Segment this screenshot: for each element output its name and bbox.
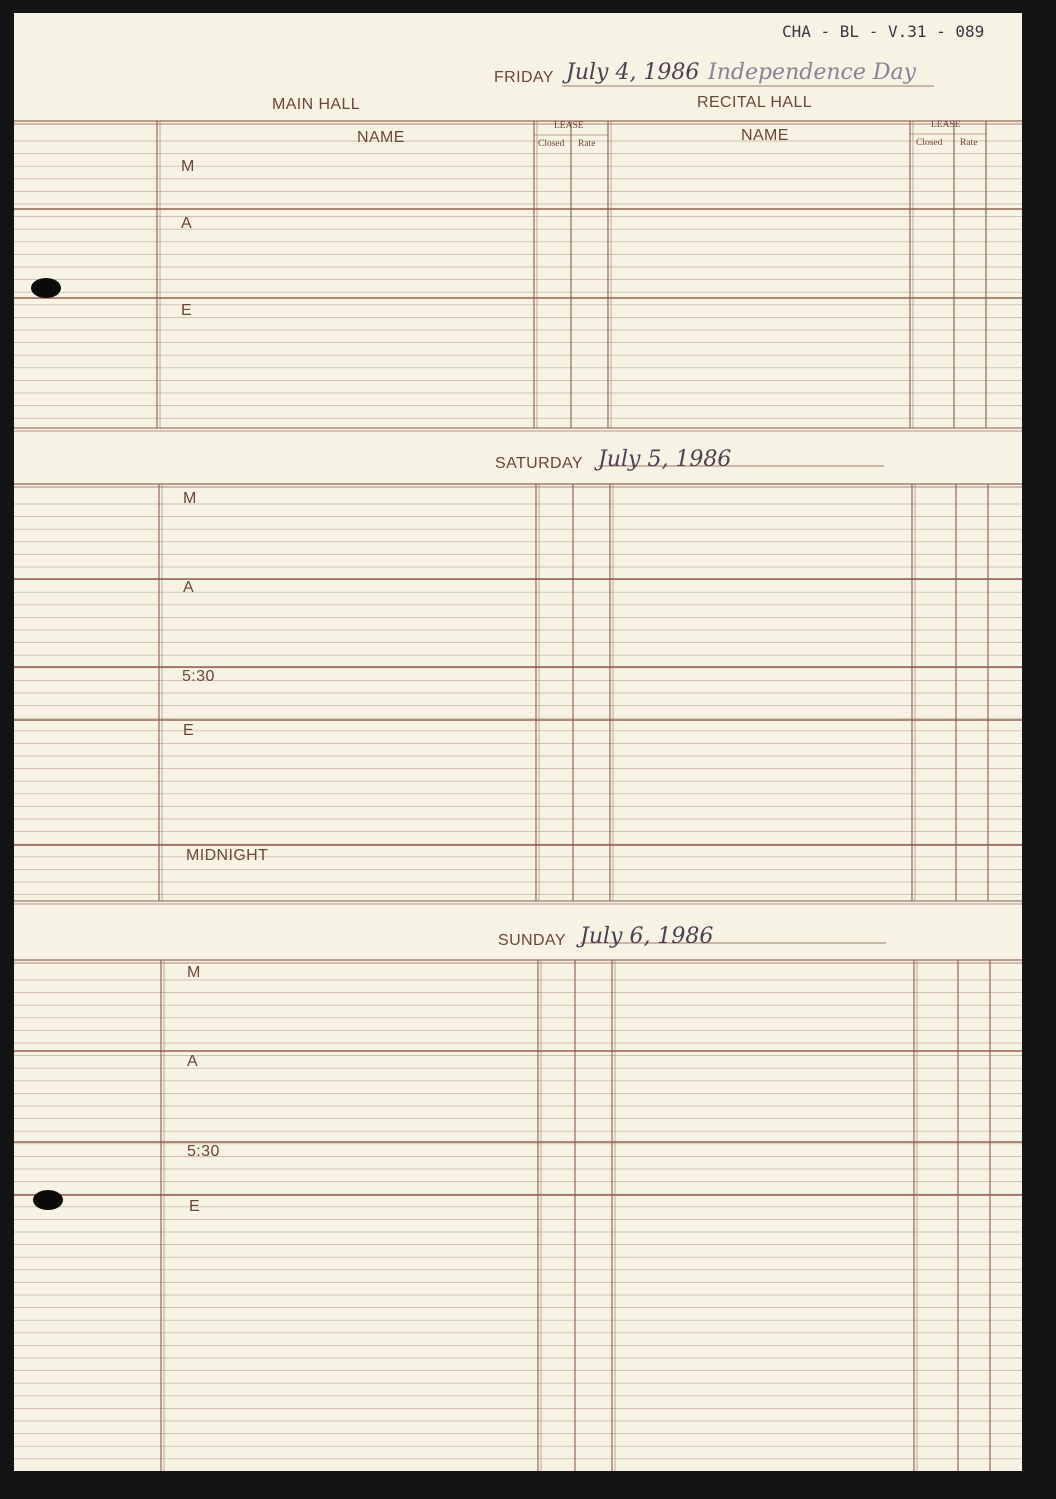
- archive-stamp: CHA - BL - V.31 - 089: [782, 22, 985, 41]
- row-label: MIDNIGHT: [186, 847, 269, 864]
- date-sunday: July 6, 1986: [580, 924, 714, 949]
- day-label-sunday: SUNDAY: [498, 932, 566, 949]
- punch-hole-top: [31, 278, 61, 298]
- row-label: A: [181, 215, 193, 232]
- rate-label-recital: Rate: [960, 138, 978, 148]
- row-label: A: [183, 579, 195, 596]
- name-column-main: NAME: [357, 129, 405, 146]
- row-label: E: [183, 722, 195, 739]
- punch-hole-bottom: [33, 1190, 63, 1210]
- row-label: M: [187, 964, 201, 981]
- date-friday: July 4, 1986: [566, 60, 700, 85]
- lease-label-recital: LEASE: [931, 120, 961, 130]
- date-saturday: July 5, 1986: [598, 447, 732, 472]
- day-label-saturday: SATURDAY: [495, 455, 583, 472]
- row-label: E: [181, 302, 193, 319]
- lease-label-main: LEASE: [554, 121, 584, 131]
- row-label: 5:30: [187, 1143, 220, 1160]
- row-label: M: [183, 490, 197, 507]
- closed-label-main: Closed: [538, 139, 565, 149]
- row-label: M: [181, 158, 195, 175]
- day-label-friday: FRIDAY: [494, 69, 554, 86]
- row-label: 5:30: [182, 668, 215, 685]
- row-label: A: [187, 1053, 199, 1070]
- row-label: E: [189, 1198, 201, 1215]
- recital-hall-heading: RECITAL HALL: [697, 94, 813, 111]
- ledger-page: [14, 13, 1022, 1471]
- closed-label-recital: Closed: [916, 138, 943, 148]
- name-column-recital: NAME: [741, 127, 789, 144]
- note-friday: Independence Day: [708, 60, 917, 85]
- main-hall-heading: MAIN HALL: [272, 96, 361, 113]
- ruled-grid: [14, 13, 1022, 1471]
- rate-label-main: Rate: [578, 139, 596, 149]
